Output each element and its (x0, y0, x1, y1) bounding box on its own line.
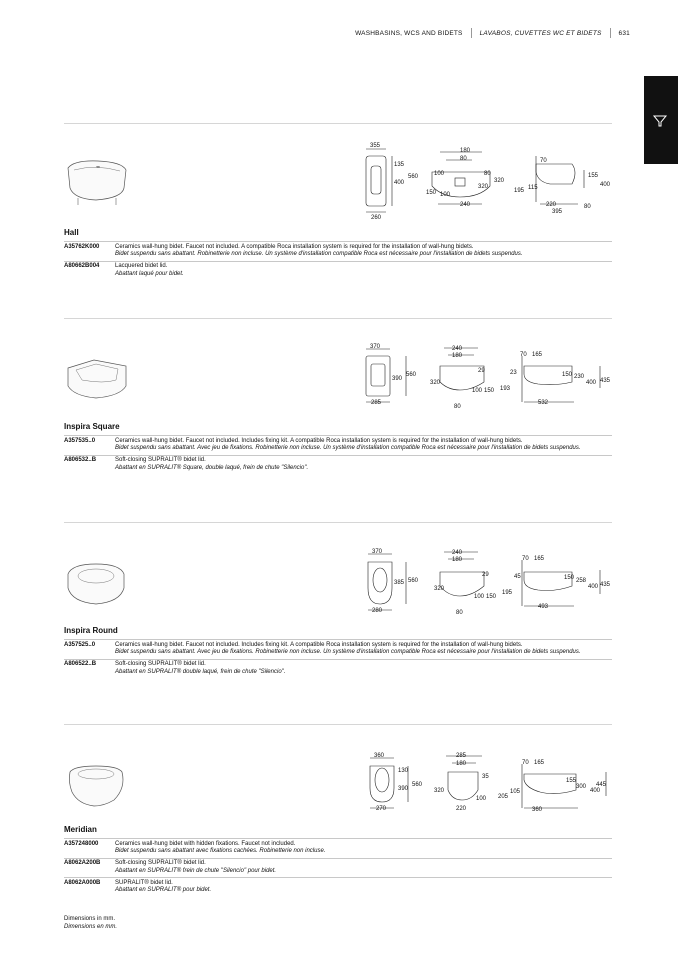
section-divider (64, 522, 612, 523)
dim-label: 100 (476, 796, 487, 802)
footer-note-en: Dimensions in mm. (64, 916, 116, 922)
page-number: 631 (618, 29, 630, 37)
dim-label: 180 (452, 353, 463, 359)
dim-label: 493 (538, 604, 549, 610)
dim-label: 320 (434, 788, 445, 794)
table-row (64, 241, 612, 261)
description-en: Lacquered bidet lid. (115, 263, 168, 270)
dim-label: 23 (510, 370, 517, 376)
dim-label: 100 (472, 388, 483, 394)
footer-note (64, 915, 117, 931)
dim-label: 285 (456, 753, 467, 759)
dim-label: 532 (538, 400, 549, 406)
product-code: A357535..0 (64, 437, 96, 444)
section-divider (64, 724, 612, 725)
table-row (64, 877, 612, 897)
dim-label: 400 (590, 788, 601, 794)
product-code: A8062A200B (64, 860, 101, 867)
section-title-fr: LAVABOS, CUVETTES WC ET BIDETS (479, 29, 602, 37)
dim-label: 390 (398, 786, 409, 792)
product-title: Inspira Square (64, 422, 120, 431)
product-table-inspira-round (64, 639, 612, 678)
table-row (64, 858, 612, 878)
product-title: Hall (64, 228, 79, 237)
description-en: SUPRALIT® bidet lid. (115, 879, 173, 886)
dim-label: 230 (574, 374, 585, 380)
table-row (64, 435, 612, 455)
description-en: Ceramics wall-hung bidet. Faucet not included. Includes fixing kit. A compatible Roca installation system is required for the installation of wall-hung bidets. (115, 437, 523, 444)
product-table-hall (64, 241, 612, 280)
dim-label: 560 (408, 578, 419, 584)
dim-label: 195 (502, 590, 513, 596)
table-row (64, 639, 612, 659)
dim-label: 100 (440, 192, 451, 198)
description-fr: Bidet suspendu sans abattant avec fixations cachées. Robinetterie non incluse. (115, 848, 326, 855)
dim-label: 320 (434, 586, 445, 592)
dim-label: 70 (522, 556, 529, 562)
product-code: A806522..B (64, 661, 97, 668)
washbasin-icon (653, 114, 667, 128)
dim-label: 435 (600, 582, 611, 588)
dim-label: 205 (498, 794, 509, 800)
footer-note-fr: Dimensions en mm. (64, 924, 118, 930)
product-photo-inspira-square (64, 356, 130, 402)
description-fr: Bidet suspendu sans abattant. Robinetterie non incluse. Un système d'installation compatible Roca est nécessaire pour l'installation de bidets suspendus. (115, 251, 523, 258)
dim-label: 220 (546, 202, 557, 208)
dim-label: 100 (474, 594, 485, 600)
technical-drawing-inspira-round (360, 546, 610, 616)
dim-label: 560 (412, 782, 423, 788)
dim-label: 220 (456, 806, 467, 812)
product-code: A80662B004 (64, 263, 100, 270)
section-title-en: WASHBASINS, WCS AND BIDETS (355, 29, 463, 37)
dim-label: 150 (562, 372, 573, 378)
dim-label: 560 (406, 372, 417, 378)
dim-label: 320 (494, 178, 505, 184)
dim-label: 45 (514, 574, 521, 580)
dim-label: 80 (456, 610, 463, 616)
dim-label: 320 (430, 380, 441, 386)
header-divider (471, 28, 472, 38)
product-photo-meridian (64, 762, 130, 810)
dim-label: 130 (398, 768, 409, 774)
product-code: A35762K000 (64, 243, 100, 250)
dim-label: 300 (576, 784, 587, 790)
dim-label: 400 (600, 182, 611, 188)
dim-label: 150 (486, 594, 497, 600)
header-divider (610, 28, 611, 38)
description-fr: Abattant en SUPRALIT® double laqué, frein de chute "Silencio". (115, 668, 286, 675)
section-divider (64, 318, 612, 319)
dim-label: 560 (408, 174, 419, 180)
dimension-labels-inspira-square (370, 344, 611, 410)
product-table-meridian (64, 838, 612, 897)
product-title: Inspira Round (64, 626, 118, 635)
dim-label: 360 (532, 807, 543, 813)
dimension-labels-meridian (374, 753, 607, 813)
dim-label: 29 (482, 572, 489, 578)
category-tab[interactable] (644, 76, 678, 164)
dim-label: 280 (372, 608, 383, 614)
dim-label: 135 (394, 162, 405, 168)
dim-label: 285 (371, 400, 382, 406)
description-fr: Abattant laqué pour bidet. (115, 270, 184, 277)
description-fr: Abattant en SUPRALIT® pour bidet. (115, 887, 212, 894)
dim-label: 355 (370, 143, 381, 149)
dim-label: 70 (520, 352, 527, 358)
dim-label: 35 (482, 774, 489, 780)
description-fr: Abattant en SUPRALIT® Square, double laqué, frein de chute "Silencio". (115, 464, 309, 471)
dim-label: 320 (478, 184, 489, 190)
dim-label: 385 (394, 580, 405, 586)
table-row (64, 261, 612, 281)
dim-label: 270 (376, 806, 387, 812)
dim-label: 180 (452, 557, 463, 563)
product-code: A8062A000B (64, 879, 101, 886)
dim-label: 80 (584, 204, 591, 210)
dim-label: 445 (596, 782, 607, 788)
dim-label: 165 (534, 760, 545, 766)
dim-label: 150 (484, 388, 495, 394)
product-table-inspira-square (64, 435, 612, 474)
dim-label: 395 (552, 209, 563, 215)
product-code: A806532..B (64, 457, 97, 464)
dim-label: 260 (371, 215, 382, 221)
dim-label: 165 (532, 352, 543, 358)
page-header (355, 28, 630, 38)
dim-label: 80 (454, 404, 461, 410)
description-fr: Bidet suspendu sans abattant. Avec jeu de fixations. Robinetterie non incluse. Un système d'installation compatible Roca est nécessaire pour l'installation de bidets suspendus. (115, 445, 581, 452)
dim-label: 360 (374, 753, 385, 759)
dim-label: 195 (514, 188, 525, 194)
dim-label: 115 (528, 185, 538, 191)
dim-label: 400 (394, 180, 405, 186)
description-en: Ceramics wall-hung bidet with hidden fixations. Faucet not included. (115, 840, 296, 847)
product-title: Meridian (64, 825, 97, 834)
dimension-labels-hall (370, 143, 611, 221)
dim-label: 80 (460, 156, 467, 162)
description-en: Soft-closing SUPRALIT® bidet lid. (115, 457, 206, 464)
dim-label: 390 (392, 376, 403, 382)
dim-label: 240 (460, 202, 471, 208)
dim-label: 435 (600, 378, 611, 384)
technical-drawing-inspira-square (360, 342, 610, 412)
description-fr: Bidet suspendu sans abattant. Avec jeu de fixations. Robinetterie non incluse. Un système d'installation compatible Roca est nécessaire pour l'installation de bidets suspendus. (115, 649, 581, 656)
section-divider (64, 123, 612, 124)
dim-label: 70 (540, 158, 547, 164)
dim-label: 165 (534, 556, 545, 562)
dim-label: 80 (484, 171, 491, 177)
dim-label: 240 (452, 550, 463, 556)
dim-label: 180 (456, 761, 467, 767)
product-code: A357248000 (64, 840, 99, 847)
dim-label: 155 (588, 173, 599, 179)
table-row (64, 838, 612, 858)
dim-label: 258 (576, 578, 587, 584)
dim-label: 100 (434, 171, 445, 177)
dim-label: 150 (564, 575, 575, 581)
dim-label: 370 (372, 549, 383, 555)
dim-label: 105 (510, 789, 521, 795)
table-row (64, 455, 612, 475)
product-code: A357525..0 (64, 641, 96, 648)
dim-label: 193 (500, 386, 511, 392)
technical-drawing-meridian (360, 750, 610, 816)
dim-label: 370 (370, 344, 381, 350)
dim-label: 70 (522, 760, 529, 766)
table-row (64, 659, 612, 679)
product-photo-hall (64, 158, 130, 206)
dim-label: 29 (478, 368, 485, 374)
dimension-labels-inspira-round (372, 549, 611, 616)
product-photo-inspira-round (64, 560, 130, 608)
dim-label: 180 (460, 148, 471, 154)
description-fr: Abattant en SUPRALIT® frein de chute "Silencio" pour bidet. (115, 867, 277, 874)
dim-label: 400 (588, 584, 599, 590)
dim-label: 155 (566, 778, 577, 784)
technical-drawing-hall (360, 142, 611, 221)
dim-label: 240 (452, 346, 463, 352)
description-en: Soft-closing SUPRALIT® bidet lid. (115, 661, 206, 668)
description-en: Soft-closing SUPRALIT® bidet lid. (115, 860, 206, 867)
dim-label: 400 (586, 380, 597, 386)
dim-label: 150 (426, 190, 437, 196)
description-en: Ceramics wall-hung bidet. Faucet not included. Includes fixing kit. A compatible Roca installation system is required for the installation of wall-hung bidets. (115, 641, 523, 648)
description-en: Ceramics wall-hung bidet. Faucet not included. A compatible Roca installation system is required for the installation of wall-hung bidets. (115, 243, 474, 250)
